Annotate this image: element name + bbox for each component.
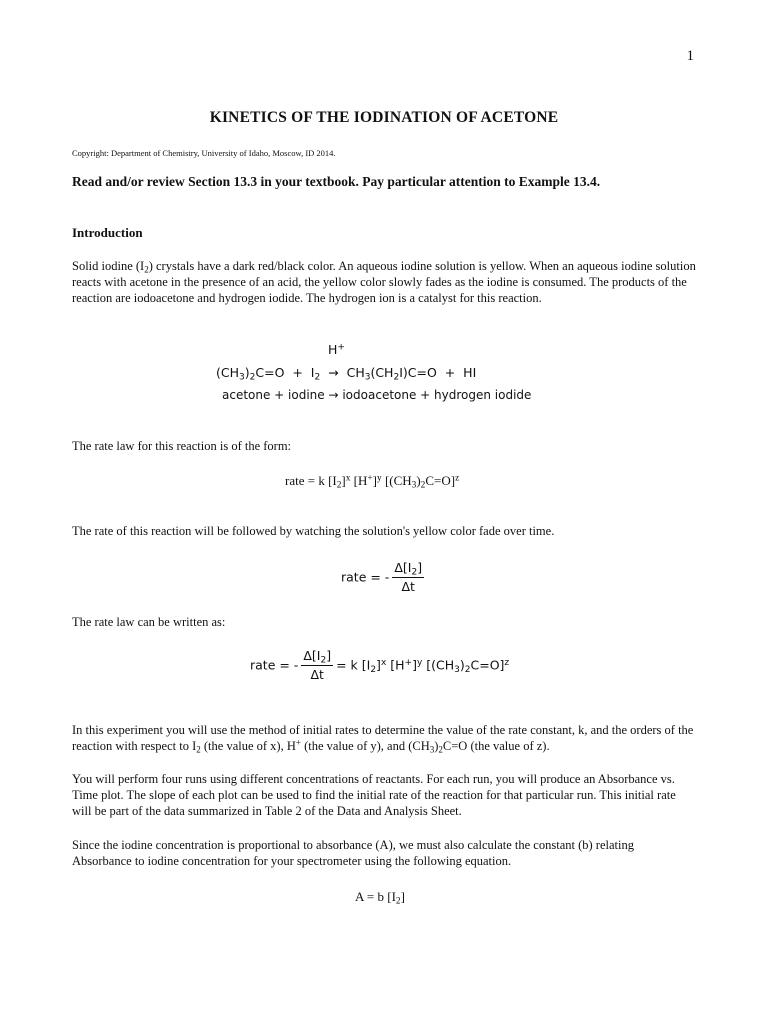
rate-written-text: The rate law can be written as:: [72, 615, 226, 629]
full-rate-law-equation: rate = - $\frac{\Delta[I_2]}{\Delta t}$ = k $[I_2]^x$ $[H^+]^y$ $[(CH_3)_2C=O]^z$: [250, 648, 510, 682]
absorbance-paragraph: Since the iodine concentration is proportional to absorbance (A), we must also calculate the constant (b) relating Absorbance to iodine concentration for your spectrometer using the following equation.: [72, 838, 634, 868]
reading-instruction: Read and/or review Section 13.3 in your textbook. Pay particular attention to Example 13.4.: [72, 174, 601, 189]
section-heading-introduction: Introduction: [72, 225, 143, 240]
rate-law-intro: The rate law for this reaction is of the form:: [72, 439, 292, 453]
method-paragraph: In this experiment you will use the method of initial rates to determine the value of the rate constant, k, and the orders of the reaction with respect to $I_2$ (the value of x), H+ (the value of y), and $(CH_3)_2C=O$ (the value of z).: [72, 723, 694, 755]
page-number: 1: [686, 48, 694, 64]
copyright-notice: Copyright: Department of Chemistry, University of Idaho, Moscow, ID 2014.: [72, 148, 336, 158]
reaction-catalyst: H+: [328, 342, 345, 357]
rate-definition-equation: rate = - $\frac{\Delta[I_2]}{\Delta t}$: [341, 560, 423, 594]
reaction-species-names: acetone + iodine → iodoacetone + hydrogen iodide: [222, 388, 532, 402]
absorbance-equation: A = b $[I_2]$: [355, 889, 405, 907]
document-title: KINETICS OF THE IODINATION OF ACETONE: [209, 109, 559, 126]
runs-paragraph: You will perform four runs using different concentrations of reactants. For each run, you will produce an Absorbance vs. Time plot. The slope of each plot can be used to find the initial rate of the reaction for that particular run. This initial rate will be part of the data summarized in Table 2 of the Data and Analysis Sheet.: [72, 772, 676, 818]
rate-law-equation: rate = k $[I_2]^x$ $[H^+]^y$ $[(CH_3)_2C=O]^z$: [285, 473, 460, 491]
intro-paragraph: Solid iodine $(I_2)$ crystals have a dark red/black color. An aqueous iodine solution is yellow. When an aqueous iodine solution reacts with acetone in the presence of an acid, the yellow color slowly fades as the iodine is consumed. The products of the reaction are iodoacetone and hydrogen iodide. The hydrogen ion is a catalyst for this reaction.: [72, 259, 696, 305]
rate-follow-text: The rate of this reaction will be followed by watching the solution's yellow color fade over time.: [72, 524, 555, 538]
reaction-equation: $(CH_3)_2C=O + I_2 \to CH_3(CH_2I)C=O$ + HI: [216, 365, 477, 383]
